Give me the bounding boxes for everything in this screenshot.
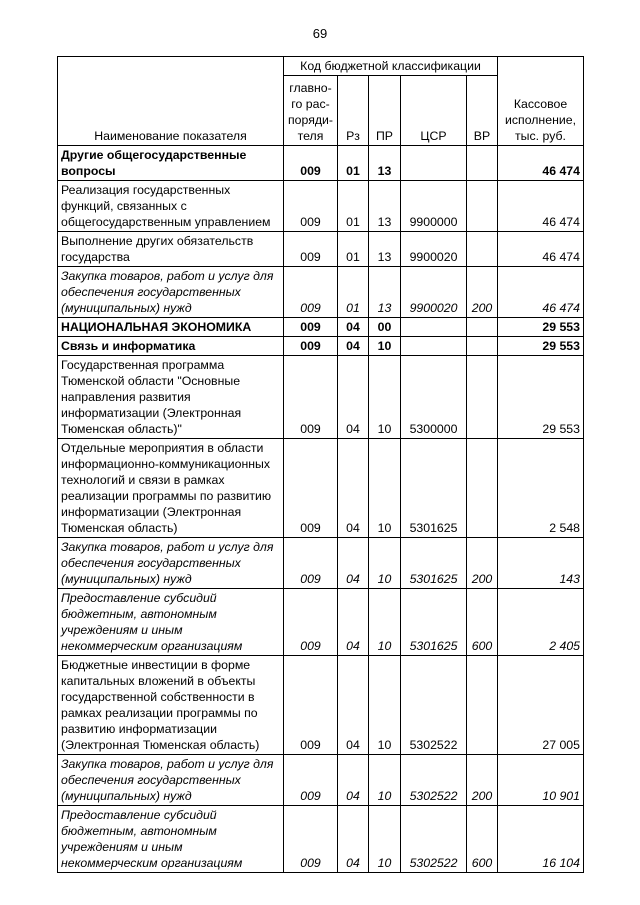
cell-pr: 10: [369, 806, 401, 873]
cell-csr: 5300000: [401, 356, 467, 439]
cell-pr: 10: [369, 356, 401, 439]
table-header: [58, 57, 584, 146]
cell-pr: 13: [369, 267, 401, 318]
cell-rz: 04: [338, 538, 369, 589]
cell-amount: 29 553: [498, 318, 584, 337]
cell-vr: 600: [467, 589, 498, 656]
table-row: [58, 656, 584, 755]
header-gr-line: главно-: [289, 81, 332, 95]
header-vr: ВР: [467, 76, 498, 146]
page-number: 69: [312, 26, 328, 41]
header-gr-line: теля: [297, 129, 324, 143]
cell-vr: 200: [467, 538, 498, 589]
cell-main-administrator: 009: [284, 181, 338, 232]
table-row: [58, 755, 584, 806]
cell-amount: 2 405: [498, 589, 584, 656]
cell-rz: 04: [338, 318, 369, 337]
header-total-line: тыс. руб.: [515, 129, 566, 143]
cell-name: Предоставление субсидий бюджетным, автономным учреждениям и иным некоммерческим организациям: [58, 806, 284, 873]
table-row: [58, 538, 584, 589]
cell-name: Реализация государственных функций, связанных с общегосударственным управлением: [58, 181, 284, 232]
cell-name: Закупка товаров, работ и услуг для обеспечения государственных (муниципальных) нужд: [58, 755, 284, 806]
header-main-administrator: [284, 76, 338, 146]
cell-rz: 01: [338, 267, 369, 318]
table-row: [58, 146, 584, 181]
table-row: [58, 806, 584, 873]
table-body: [58, 146, 584, 873]
cell-pr: 10: [369, 538, 401, 589]
cell-main-administrator: 009: [284, 755, 338, 806]
cell-vr: [467, 146, 498, 181]
cell-vr: 600: [467, 806, 498, 873]
cell-pr: 10: [369, 337, 401, 356]
cell-name: Связь и информатика: [58, 337, 284, 356]
cell-amount: 2 548: [498, 439, 584, 538]
header-total-line: Кассовое: [513, 97, 568, 111]
cell-rz: 04: [338, 806, 369, 873]
cell-main-administrator: 009: [284, 538, 338, 589]
cell-vr: 200: [467, 267, 498, 318]
table-row: [58, 439, 584, 538]
cell-pr: 10: [369, 589, 401, 656]
cell-csr: [401, 337, 467, 356]
header-gr-line: го рас-: [291, 97, 330, 111]
cell-pr: 10: [369, 656, 401, 755]
cell-pr: 10: [369, 755, 401, 806]
cell-amount: 27 005: [498, 656, 584, 755]
cell-rz: 01: [338, 181, 369, 232]
cell-rz: 04: [338, 589, 369, 656]
header-pr: ПР: [369, 76, 401, 146]
cell-amount: 10 901: [498, 755, 584, 806]
table-row: [58, 337, 584, 356]
cell-csr: 5302522: [401, 755, 467, 806]
header-total-line: исполнение,: [505, 113, 576, 127]
cell-vr: [467, 181, 498, 232]
cell-main-administrator: 009: [284, 267, 338, 318]
cell-vr: [467, 318, 498, 337]
cell-vr: [467, 356, 498, 439]
cell-amount: 29 553: [498, 356, 584, 439]
cell-main-administrator: 009: [284, 356, 338, 439]
cell-csr: [401, 146, 467, 181]
cell-csr: 9900000: [401, 181, 467, 232]
cell-rz: 04: [338, 755, 369, 806]
cell-csr: [401, 318, 467, 337]
cell-name: Закупка товаров, работ и услуг для обеспечения государственных (муниципальных) нужд: [58, 538, 284, 589]
cell-main-administrator: 009: [284, 318, 338, 337]
table-row: [58, 181, 584, 232]
cell-csr: 5302522: [401, 806, 467, 873]
cell-name: Государственная программа Тюменской области "Основные направления развития информатизации (Электронная Тюменская область)": [58, 356, 284, 439]
cell-name: Другие общегосударственные вопросы: [58, 146, 284, 181]
cell-rz: 04: [338, 656, 369, 755]
cell-name: Бюджетные инвестиции в форме капитальных вложений в объекты государственной собственности в рамках реализации программы по развитию информатизации (Электронная Тюменская область): [58, 656, 284, 755]
cell-rz: 04: [338, 356, 369, 439]
cell-main-administrator: 009: [284, 232, 338, 267]
table-row: [58, 356, 584, 439]
cell-rz: 01: [338, 146, 369, 181]
cell-main-administrator: 009: [284, 146, 338, 181]
cell-main-administrator: 009: [284, 656, 338, 755]
header-rz: Рз: [338, 76, 369, 146]
cell-amount: 46 474: [498, 232, 584, 267]
header-csr: ЦСР: [401, 76, 467, 146]
cell-amount: 29 553: [498, 337, 584, 356]
cell-csr: 5302522: [401, 656, 467, 755]
cell-rz: 01: [338, 232, 369, 267]
cell-name: Закупка товаров, работ и услуг для обеспечения государственных (муниципальных) нужд: [58, 267, 284, 318]
cell-vr: [467, 337, 498, 356]
cell-csr: 9900020: [401, 267, 467, 318]
cell-rz: 04: [338, 337, 369, 356]
cell-main-administrator: 009: [284, 806, 338, 873]
cell-vr: [467, 439, 498, 538]
cell-name: НАЦИОНАЛЬНАЯ ЭКОНОМИКА: [58, 318, 284, 337]
cell-pr: 00: [369, 318, 401, 337]
header-gr-line: поряди-: [288, 113, 333, 127]
table-row: [58, 232, 584, 267]
cell-name: Предоставление субсидий бюджетным, автономным учреждениям и иным некоммерческим организациям: [58, 589, 284, 656]
cell-amount: 143: [498, 538, 584, 589]
cell-vr: [467, 656, 498, 755]
cell-csr: 5301625: [401, 439, 467, 538]
cell-name: Выполнение других обязательств государства: [58, 232, 284, 267]
cell-amount: 46 474: [498, 181, 584, 232]
cell-pr: 10: [369, 439, 401, 538]
cell-main-administrator: 009: [284, 337, 338, 356]
cell-csr: 9900020: [401, 232, 467, 267]
cell-pr: 13: [369, 232, 401, 267]
header-cash-execution: [498, 57, 584, 146]
cell-pr: 13: [369, 181, 401, 232]
cell-csr: 5301625: [401, 589, 467, 656]
header-name: Наименование показателя: [58, 57, 284, 146]
header-classification-group: Код бюджетной классификации: [284, 57, 498, 76]
budget-execution-table: [57, 56, 584, 873]
cell-name: Отдельные мероприятия в области информационно-коммуникационных технологий и связи в рамках реализации программы по развитию информатизации (Электронная Тюменская область): [58, 439, 284, 538]
cell-pr: 13: [369, 146, 401, 181]
cell-rz: 04: [338, 439, 369, 538]
cell-main-administrator: 009: [284, 439, 338, 538]
table-row: [58, 318, 584, 337]
cell-amount: 46 474: [498, 267, 584, 318]
cell-amount: 46 474: [498, 146, 584, 181]
cell-vr: [467, 232, 498, 267]
cell-csr: 5301625: [401, 538, 467, 589]
cell-main-administrator: 009: [284, 589, 338, 656]
table-row: [58, 267, 584, 318]
cell-vr: 200: [467, 755, 498, 806]
table-row: [58, 589, 584, 656]
cell-amount: 16 104: [498, 806, 584, 873]
